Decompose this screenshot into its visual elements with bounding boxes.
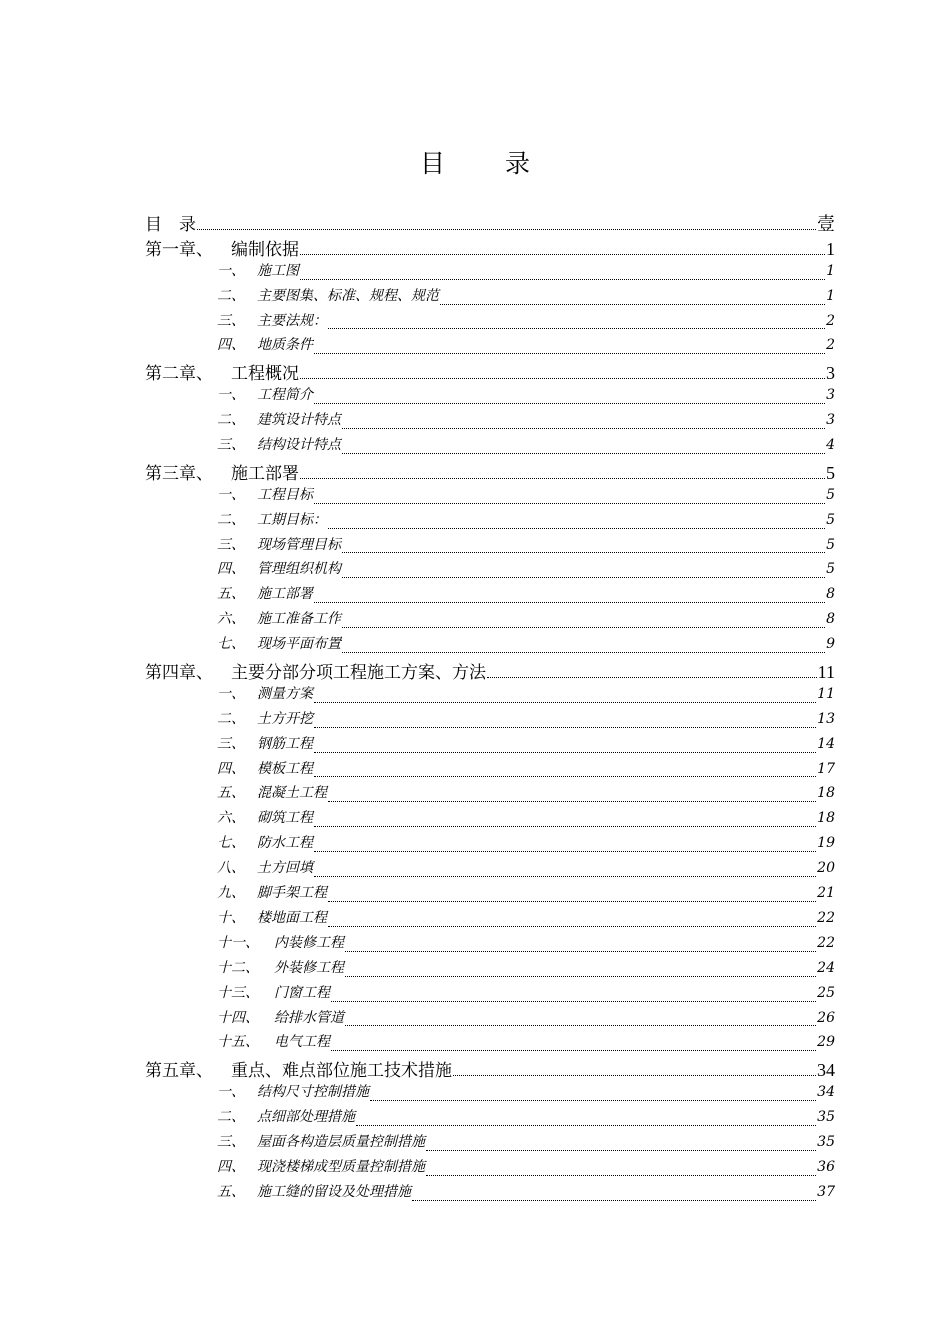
toc-entry-page-number: 22 — [817, 934, 835, 951]
toc-entry-number: 三、 — [217, 1133, 245, 1150]
toc-entry-number: 十、 — [217, 909, 245, 926]
toc-entry-number: 二、 — [217, 511, 245, 528]
dot-leader — [487, 677, 817, 678]
toc-subentry[interactable] — [145, 334, 835, 359]
toc-entry-page-number: 壹 — [817, 214, 835, 234]
dot-leader — [314, 403, 825, 404]
toc-entry-number: 二、 — [217, 412, 245, 429]
toc-subentry[interactable] — [145, 982, 835, 1007]
toc-entry-page-number: 29 — [817, 1034, 835, 1051]
dot-leader — [331, 1050, 816, 1051]
toc-entry-label: 模板工程 — [257, 760, 313, 777]
toc-subentry[interactable] — [145, 932, 835, 957]
toc-entry-number: 七、 — [217, 636, 245, 653]
dot-leader — [314, 727, 816, 728]
dot-leader — [328, 328, 825, 329]
dot-leader — [314, 702, 816, 703]
toc-entry-page-number: 1 — [826, 238, 835, 259]
toc-entry-page-number: 9 — [826, 636, 835, 653]
toc-entry-number: 七、 — [217, 835, 245, 852]
toc-entry-label: 施工部署 — [257, 586, 313, 603]
toc-entry-label: 脚手架工程 — [257, 885, 327, 902]
toc-subentry[interactable] — [145, 484, 835, 509]
toc-entry-number: 二、 — [217, 1109, 245, 1126]
toc-subentry[interactable] — [145, 583, 835, 608]
dot-leader — [426, 1150, 816, 1151]
dot-leader — [426, 1175, 816, 1176]
toc-entry-label: 外装修工程 — [274, 959, 344, 976]
toc-entry-page-number: 19 — [817, 835, 835, 852]
dot-leader — [342, 428, 825, 429]
toc-entry-page-number: 18 — [817, 810, 835, 827]
toc-subentry[interactable] — [145, 509, 835, 534]
dot-leader — [314, 776, 816, 777]
table-of-contents — [145, 210, 835, 1206]
toc-entry-page-number: 24 — [817, 959, 835, 976]
toc-entry-page-number: 37 — [817, 1183, 835, 1200]
toc-subentry[interactable] — [145, 1181, 835, 1206]
toc-entry-page-number: 8 — [826, 586, 835, 603]
dot-leader — [342, 453, 825, 454]
page-title: 目 录 — [420, 149, 556, 178]
dot-leader — [300, 254, 825, 255]
toc-entry-number: 三、 — [217, 536, 245, 553]
toc-entry-number: 四、 — [217, 1158, 245, 1175]
toc-entry-label: 工程概况 — [231, 364, 299, 385]
toc-entry-number: 六、 — [217, 810, 245, 827]
toc-entry-page-number: 5 — [826, 486, 835, 503]
toc-entry-page-number: 4 — [826, 437, 835, 454]
dot-leader — [453, 1075, 816, 1076]
toc-subentry[interactable] — [145, 807, 835, 832]
toc-subentry[interactable] — [145, 558, 835, 583]
toc-subentry[interactable] — [145, 1131, 835, 1156]
toc-entry-page-number: 5 — [826, 462, 835, 483]
toc-subentry[interactable] — [145, 857, 835, 882]
toc-entry-page-number: 2 — [826, 312, 835, 329]
toc-entry-page-number: 35 — [817, 1133, 835, 1150]
toc-entry-label: 混凝土工程 — [257, 785, 327, 802]
toc-entry-number: 五、 — [217, 1183, 245, 1200]
toc-subentry[interactable] — [145, 1156, 835, 1181]
toc-entry-label: 防水工程 — [257, 835, 313, 852]
dot-leader — [197, 229, 816, 230]
toc-entry-page-number: 3 — [826, 412, 835, 429]
toc-subentry[interactable] — [145, 534, 835, 559]
dot-leader — [440, 304, 825, 305]
toc-entry-number: 一、 — [217, 1084, 245, 1101]
dot-leader — [314, 752, 816, 753]
toc-subentry[interactable] — [145, 782, 835, 807]
toc-subentry[interactable] — [145, 384, 835, 409]
dot-leader — [331, 1001, 816, 1002]
toc-entry-number: 十三、 — [217, 984, 259, 1001]
dot-leader — [300, 279, 825, 280]
toc-subentry[interactable] — [145, 310, 835, 335]
toc-entry-number: 一、 — [217, 685, 245, 702]
toc-subentry[interactable] — [145, 957, 835, 982]
toc-entry[interactable] — [145, 459, 835, 484]
toc-entry-number: 四、 — [217, 561, 245, 578]
toc-entry-label: 点细部处理措施 — [257, 1109, 355, 1126]
toc-entry-page-number: 22 — [817, 909, 835, 926]
toc-entry-label: 现浇楼梯成型质量控制措施 — [257, 1158, 425, 1175]
dot-leader — [328, 801, 816, 802]
dot-leader — [356, 1125, 816, 1126]
toc-subentry[interactable] — [145, 683, 835, 708]
toc-entry-number: 九、 — [217, 885, 245, 902]
toc-entry[interactable] — [145, 1056, 835, 1081]
toc-entry-number: 四、 — [217, 337, 245, 354]
toc-entry-number: 第三章、 — [145, 463, 213, 484]
dot-leader — [342, 577, 825, 578]
toc-entry-label: 施工缝的留设及处理措施 — [257, 1183, 411, 1200]
toc-entry-page-number: 5 — [826, 536, 835, 553]
toc-entry-label: 管理组织机构 — [257, 561, 341, 578]
toc-subentry[interactable] — [145, 1031, 835, 1056]
dot-leader — [342, 552, 825, 553]
dot-leader — [328, 528, 825, 529]
toc-entry-label: 施工图 — [257, 262, 299, 279]
toc-entry-number: 四、 — [217, 760, 245, 777]
toc-entry-label: 土方开挖 — [257, 710, 313, 727]
toc-entry-page-number: 18 — [817, 785, 835, 802]
toc-entry-number: 五、 — [217, 586, 245, 603]
dot-leader — [342, 652, 825, 653]
toc-entry-number: 第四章、 — [145, 663, 213, 684]
toc-entry-label: 编制依据 — [231, 239, 299, 260]
dot-leader — [314, 503, 825, 504]
toc-entry-number: 二、 — [217, 710, 245, 727]
toc-entry-number: 第五章、 — [145, 1061, 213, 1082]
dot-leader — [328, 926, 816, 927]
toc-entry-number: 十二、 — [217, 959, 259, 976]
toc-entry-page-number: 8 — [826, 611, 835, 628]
toc-entry-label: 结构设计特点 — [257, 437, 341, 454]
toc-entry-label: 给排水管道 — [274, 1009, 344, 1026]
toc-subentry[interactable] — [145, 1081, 835, 1106]
toc-subentry[interactable] — [145, 434, 835, 459]
toc-entry-number: 五、 — [217, 785, 245, 802]
toc-entry-number: 六、 — [217, 611, 245, 628]
toc-entry-number: 八、 — [217, 860, 245, 877]
toc-entry-label: 施工准备工作 — [257, 611, 341, 628]
toc-entry-page-number: 2 — [826, 337, 835, 354]
toc-subentry[interactable] — [145, 260, 835, 285]
toc-entry-label: 测量方案 — [257, 685, 313, 702]
toc-entry-number: 十五、 — [217, 1034, 259, 1051]
dot-leader — [314, 602, 825, 603]
toc-entry-label: 土方回填 — [257, 860, 313, 877]
toc-entry-label: 主要分部分项工程施工方案、方法 — [231, 663, 486, 684]
toc-entry-page-number: 5 — [826, 561, 835, 578]
toc-entry-page-number: 35 — [817, 1109, 835, 1126]
toc-entry-page-number: 36 — [817, 1158, 835, 1175]
dot-leader — [300, 378, 825, 379]
toc-entry-number: 一、 — [217, 486, 245, 503]
toc-subentry[interactable] — [145, 1007, 835, 1032]
toc-entry-label: 砌筑工程 — [257, 810, 313, 827]
toc-subentry[interactable] — [145, 608, 835, 633]
toc-entry-label: 工程目标 — [257, 486, 313, 503]
toc-entry-number: 三、 — [217, 735, 245, 752]
toc-subentry[interactable] — [145, 1106, 835, 1131]
dot-leader — [300, 478, 825, 479]
toc-entry-label: 地质条件 — [257, 337, 313, 354]
toc-entry-number: 二、 — [217, 287, 245, 304]
toc-entry-page-number: 26 — [817, 1009, 835, 1026]
toc-entry-number: 三、 — [217, 437, 245, 454]
toc-entry-label: 楼地面工程 — [257, 909, 327, 926]
toc-entry-number: 十四、 — [217, 1009, 259, 1026]
toc-entry-label: 工期目标： — [257, 511, 327, 528]
toc-entry-number: 一、 — [217, 387, 245, 404]
toc-entry-label: 内装修工程 — [274, 934, 344, 951]
toc-entry-label: 钢筋工程 — [257, 735, 313, 752]
toc-entry-label: 主要图集、标准、规程、规范 — [257, 287, 439, 304]
toc-entry-label: 主要法规： — [257, 312, 327, 329]
dot-leader — [345, 1025, 816, 1026]
toc-subentry[interactable] — [145, 633, 835, 658]
toc-subentry[interactable] — [145, 882, 835, 907]
toc-entry-page-number: 5 — [826, 511, 835, 528]
toc-subentry[interactable] — [145, 907, 835, 932]
toc-entry-label: 门窗工程 — [274, 984, 330, 1001]
toc-entry-page-number: 20 — [817, 860, 835, 877]
toc-entry-page-number: 17 — [817, 760, 835, 777]
toc-entry-number: 三、 — [217, 312, 245, 329]
toc-entry[interactable] — [145, 359, 835, 384]
toc-entry-number: 第二章、 — [145, 364, 213, 385]
toc-entry-number: 第一章、 — [145, 239, 213, 260]
toc-entry-page-number: 14 — [817, 735, 835, 752]
toc-subentry[interactable] — [145, 285, 835, 310]
toc-entry-page-number: 34 — [817, 1060, 835, 1081]
toc-entry-page-number: 25 — [817, 984, 835, 1001]
dot-leader — [314, 876, 816, 877]
toc-entry[interactable] — [145, 658, 835, 683]
dot-leader — [345, 951, 816, 952]
toc-entry[interactable] — [145, 235, 835, 260]
toc-entry-label: 结构尺寸控制措施 — [257, 1084, 369, 1101]
toc-entry-page-number: 1 — [826, 287, 835, 304]
toc-entry-page-number: 34 — [817, 1084, 835, 1101]
toc-entry-page-number: 3 — [826, 387, 835, 404]
toc-entry-page-number: 11 — [817, 662, 835, 683]
toc-entry-page-number: 13 — [817, 710, 835, 727]
toc-subentry[interactable] — [145, 733, 835, 758]
dot-leader — [345, 976, 816, 977]
toc-entry-label: 工程简介 — [257, 387, 313, 404]
toc-entry-page-number: 3 — [826, 363, 835, 384]
toc-entry-number: 目 录 — [145, 215, 196, 235]
toc-subentry[interactable] — [145, 708, 835, 733]
dot-leader — [412, 1200, 816, 1201]
toc-entry-number: 一、 — [217, 262, 245, 279]
dot-leader — [342, 627, 825, 628]
dot-leader — [314, 353, 825, 354]
dot-leader — [328, 901, 816, 902]
toc-entry-page-number: 21 — [817, 885, 835, 902]
toc-entry[interactable] — [145, 210, 835, 235]
toc-entry-label: 现场平面布置 — [257, 636, 341, 653]
toc-subentry[interactable] — [145, 832, 835, 857]
toc-entry-page-number: 11 — [817, 685, 835, 702]
toc-subentry[interactable] — [145, 758, 835, 783]
dot-leader — [314, 851, 816, 852]
toc-entry-label: 施工部署 — [231, 463, 299, 484]
toc-entry-label: 电气工程 — [274, 1034, 330, 1051]
dot-leader — [370, 1100, 816, 1101]
dot-leader — [314, 826, 816, 827]
toc-entry-label: 现场管理目标 — [257, 536, 341, 553]
toc-subentry[interactable] — [145, 409, 835, 434]
toc-entry-label: 重点、难点部位施工技术措施 — [231, 1061, 452, 1082]
toc-entry-label: 建筑设计特点 — [257, 412, 341, 429]
toc-entry-page-number: 1 — [826, 262, 835, 279]
toc-entry-label: 屋面各构造层质量控制措施 — [257, 1133, 425, 1150]
toc-entry-number: 十一、 — [217, 934, 259, 951]
